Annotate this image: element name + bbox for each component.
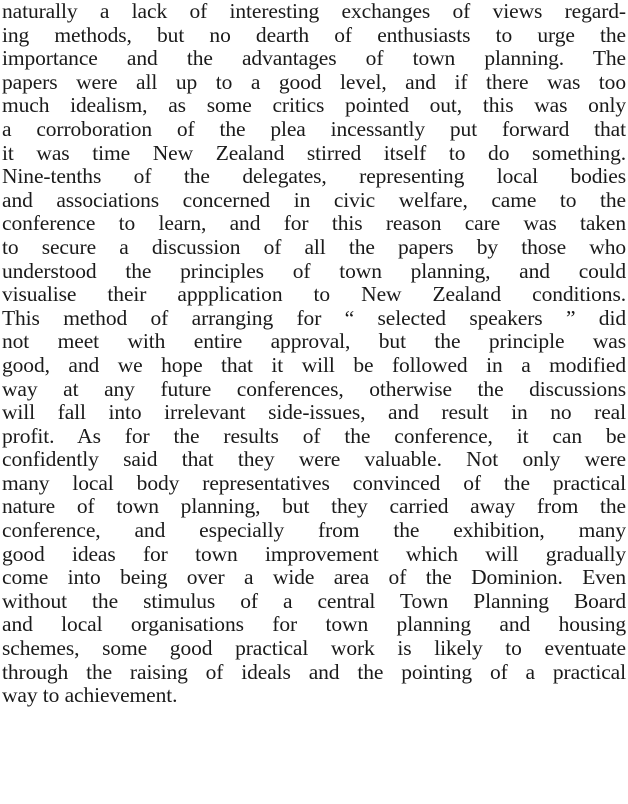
text-line: come into being over a wide area of the Dominion. Even	[2, 566, 626, 590]
text-line: conference, and especially from the exhibition, many	[2, 519, 626, 543]
text-line: importance and the advantages of town planning. The	[2, 47, 626, 71]
text-line: it was time New Zealand stirred itself to do something.	[2, 141, 626, 165]
text-line: many local body representatives convinced of the practical	[2, 471, 626, 495]
text-line: not meet with entire approval, but the principle was	[2, 330, 626, 354]
text-line: way to achievement.	[2, 684, 178, 708]
text-line: visualise their appplication to New Zealand conditions.	[2, 283, 626, 307]
text-line: understood the principles of town planning, and could	[2, 259, 626, 283]
text-line: nature of town planning, but they carried away from the	[2, 495, 626, 519]
text-line: good ideas for town improvement which will gradually	[2, 542, 626, 566]
text-line: papers were all up to a good level, and if there was too	[2, 70, 626, 94]
text-line: and associations concerned in civic welfare, came to the	[2, 188, 626, 212]
text-line: Nine-tenths of the delegates, representing local bodies	[2, 165, 626, 189]
text-line: will fall into irrelevant side-issues, and result in no real	[2, 401, 626, 425]
text-line: profit. As for the results of the conference, it can be	[2, 424, 626, 448]
text-line: through the raising of ideals and the pointing of a practical	[2, 660, 626, 684]
text-line: without the stimulus of a central Town Planning Board	[2, 589, 626, 613]
text-line: much idealism, as some critics pointed out, this was only	[2, 94, 626, 118]
text-line: schemes, some good practical work is likely to eventuate	[2, 637, 626, 661]
text-line: and local organisations for town planning and housing	[2, 613, 626, 637]
text-line: ing methods, but no dearth of enthusiasts to urge the	[2, 23, 626, 47]
text-line: This method of arranging for “ selected speakers ” did	[2, 306, 626, 330]
text-line: conference to learn, and for this reason care was taken	[2, 212, 626, 236]
text-line: good, and we hope that it will be followed in a modified	[2, 353, 626, 377]
text-line: naturally a lack of interesting exchanges of views regard-	[2, 0, 626, 23]
text-line: a corroboration of the plea incessantly put forward that	[2, 117, 626, 141]
text-line: to secure a discussion of all the papers by those who	[2, 235, 626, 259]
text-line: way at any future conferences, otherwise the discussions	[2, 377, 626, 401]
text-line: confidently said that they were valuable. Not only were	[2, 448, 626, 472]
